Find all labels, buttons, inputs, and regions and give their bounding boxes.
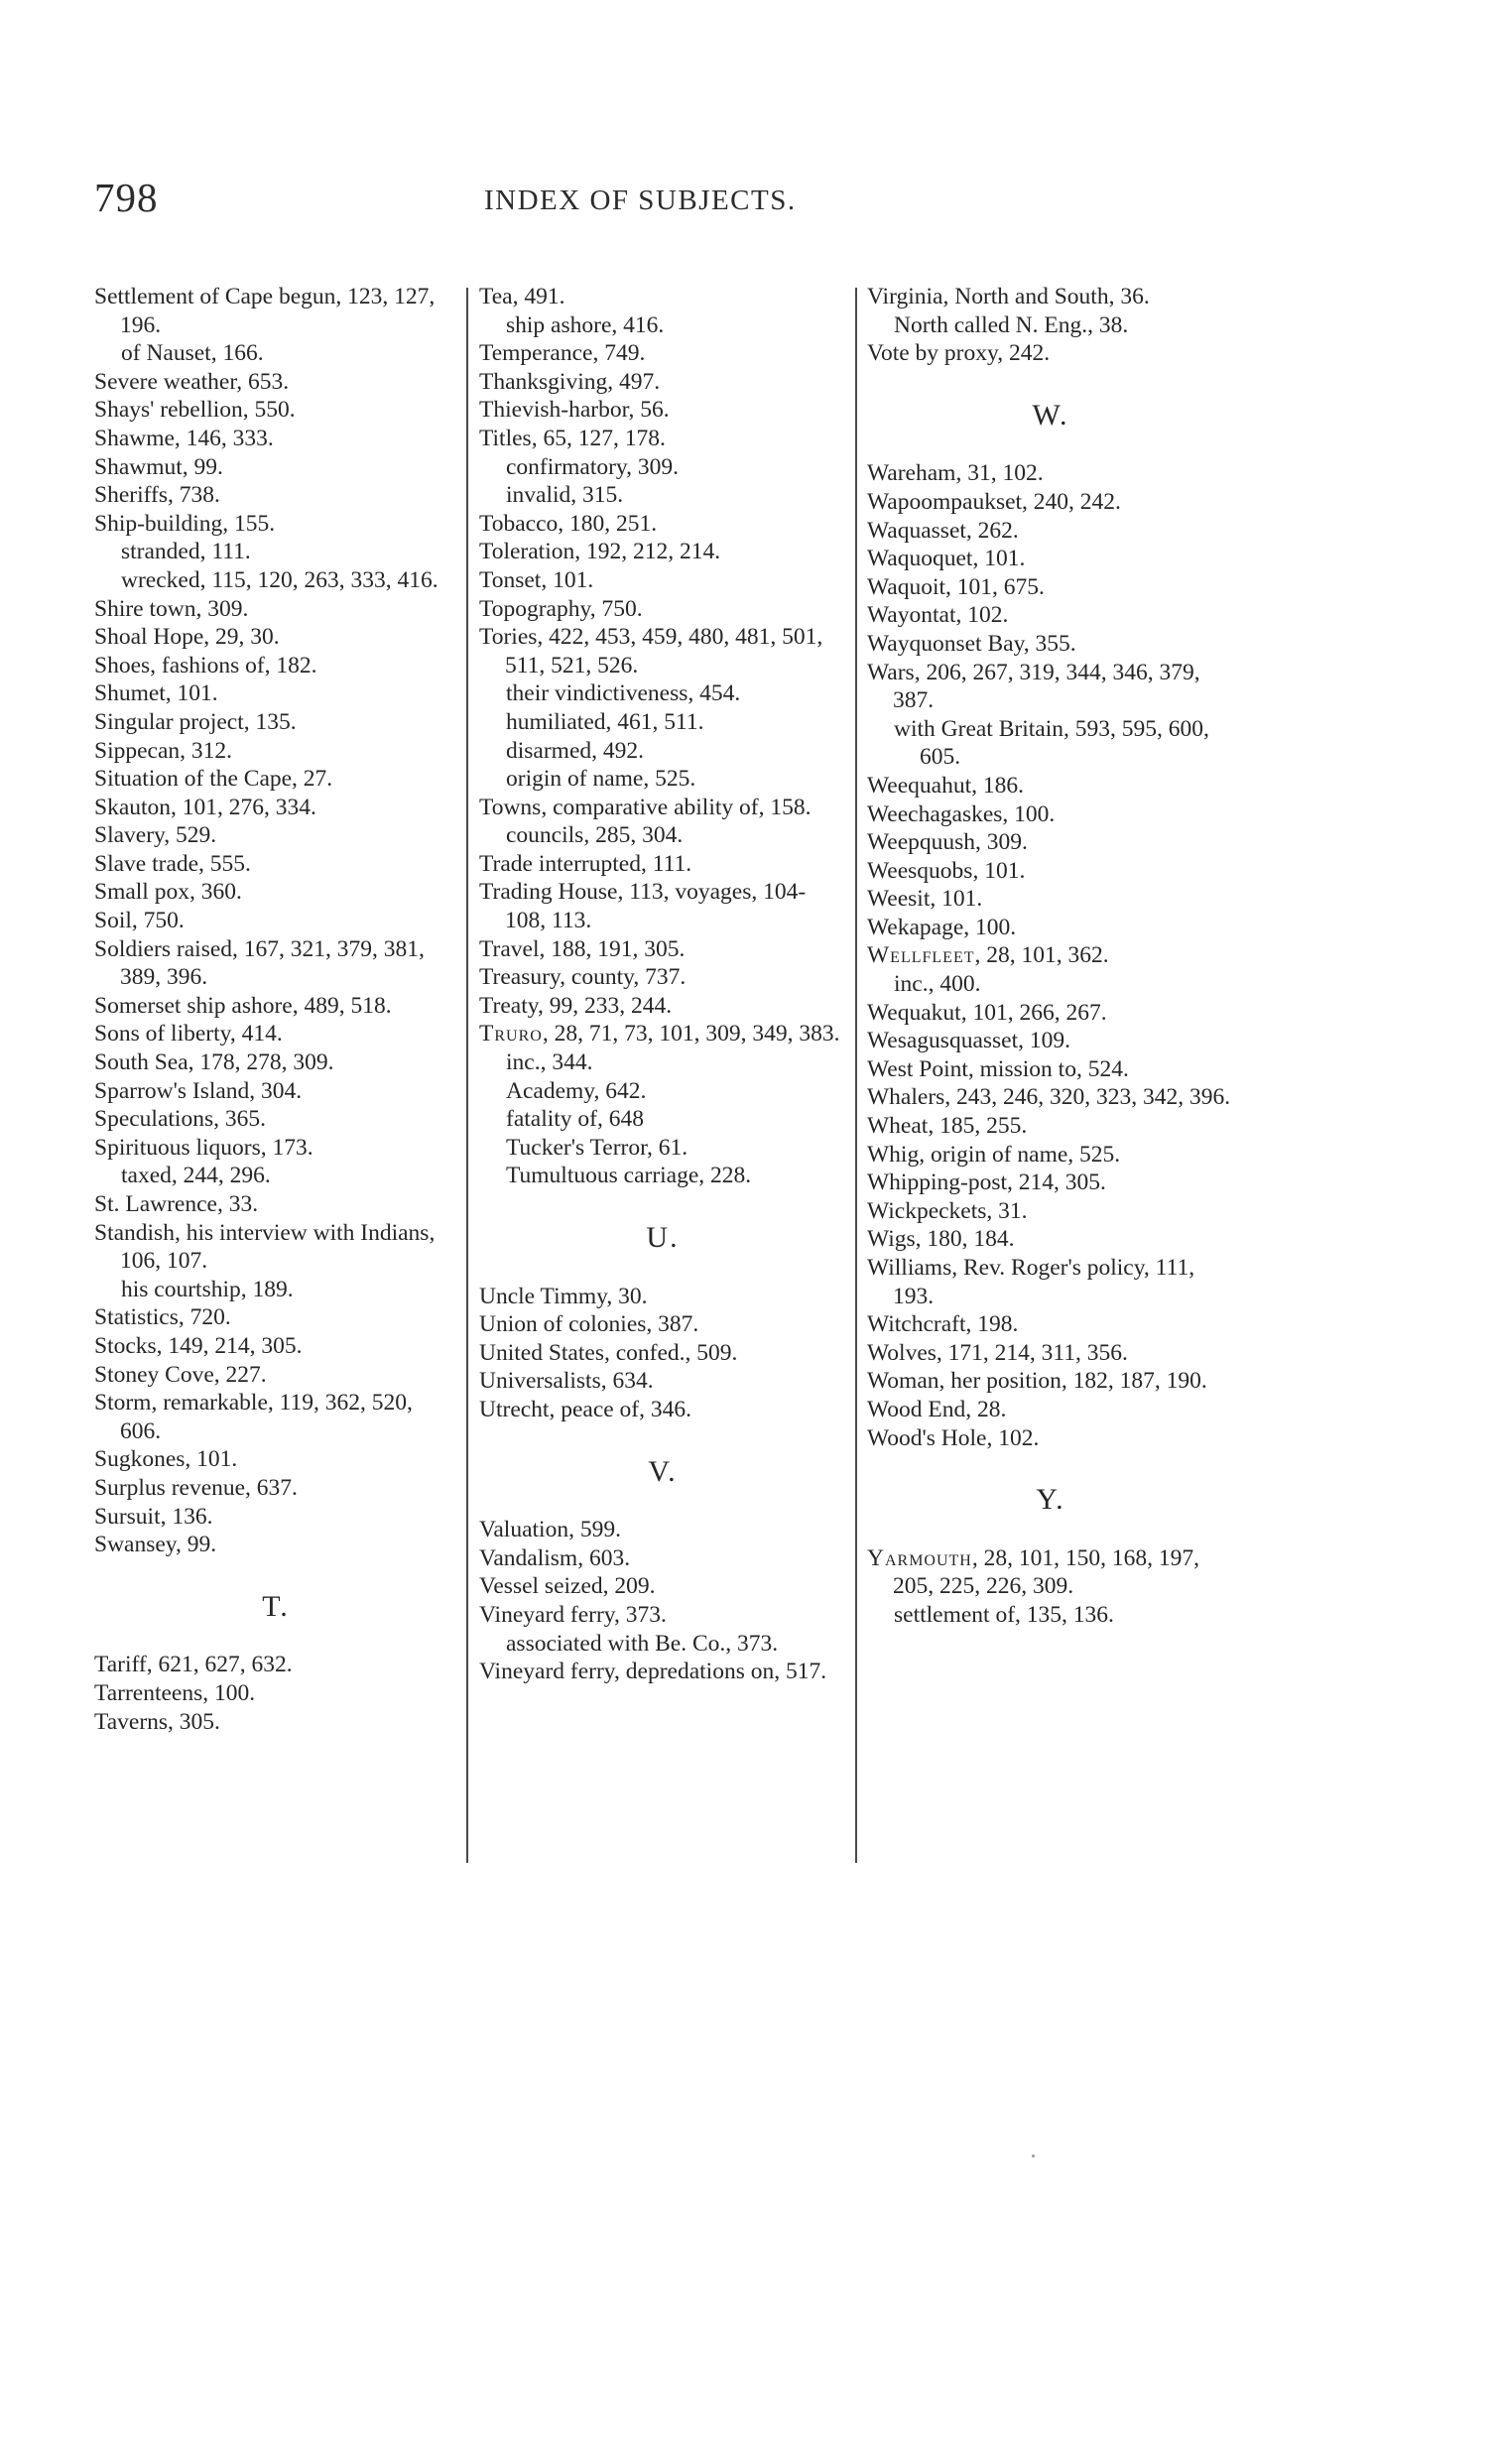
index-entry: Weesit, 101. <box>867 886 983 913</box>
index-entry: Wigs, 180, 184. <box>867 1226 1015 1253</box>
index-entry: Toleration, 192, 212, 214. <box>479 539 721 565</box>
index-entry: Sippecan, 312. <box>94 737 233 764</box>
index-entry: Virginia, North and South, 36. <box>867 284 1150 309</box>
index-subentry: of Nauset, 166. <box>121 340 264 367</box>
index-entry: Speculations, 365. <box>94 1106 266 1133</box>
index-entry: West Point, mission to, 524. <box>867 1055 1129 1082</box>
index-entry: Thievish-harbor, 56. <box>479 397 670 424</box>
index-entry: Taverns, 305. <box>94 1708 220 1735</box>
index-entry: Whig, origin of name, 525. <box>867 1141 1121 1168</box>
index-subentry: councils, 285, 304. <box>506 822 684 849</box>
index-entry: Wellfleet, 28, 101, 362. <box>867 942 1109 969</box>
index-entry: Weesquobs, 101. <box>867 857 1026 884</box>
index-entry: Wood's Hole, 102. <box>867 1424 1040 1451</box>
column-divider <box>855 288 857 1863</box>
index-subentry: Tumultuous carriage, 228. <box>506 1163 752 1189</box>
index-entry: Tonset, 101. <box>479 566 594 593</box>
index-entry: Skauton, 101, 276, 334. <box>94 794 316 820</box>
index-entry: Shoes, fashions of, 182. <box>94 652 317 678</box>
section-letter: U. <box>646 1221 680 1254</box>
index-entry: Spirituous liquors, 173. <box>94 1134 313 1161</box>
index-entry: Sursuit, 136. <box>94 1503 213 1530</box>
index-entry: St. Lawrence, 33. <box>94 1191 259 1217</box>
index-entry: Titles, 65, 127, 178. <box>479 425 666 451</box>
index-entry: Sugkones, 101. <box>94 1446 238 1473</box>
index-entry: Tarrenteens, 100. <box>94 1679 256 1706</box>
index-subentry: inc., 400. <box>894 971 981 998</box>
index-entry: Vineyard ferry, depredations on, 517. <box>479 1659 827 1685</box>
index-entry: Shumet, 101. <box>94 680 218 707</box>
index-entry: Statistics, 720. <box>94 1304 231 1331</box>
index-entry: Universalists, 634. <box>479 1368 654 1395</box>
index-subentry: North called N. Eng., 38. <box>894 311 1129 338</box>
index-entry: Wayquonset Bay, 355. <box>867 630 1076 657</box>
index-entry: Sheriffs, 738. <box>94 482 220 509</box>
index-entry: Wesagusquasset, 109. <box>867 1028 1071 1054</box>
index-entry: Wequakut, 101, 266, 267. <box>867 999 1107 1026</box>
index-entry: Standish, his interview with Indians, 106, 107. <box>94 1219 436 1275</box>
section-letter: V. <box>648 1454 678 1488</box>
index-entry: Small pox, 360. <box>94 879 242 906</box>
index-entry: Vandalism, 603. <box>479 1544 631 1571</box>
index-entry: Wapoompaukset, 240, 242. <box>867 488 1121 515</box>
index-entry: Union of colonies, 387. <box>479 1311 699 1338</box>
index-column-3 <box>867 283 1234 1630</box>
index-entry: Waquoit, 101, 675. <box>867 573 1045 600</box>
index-entry: Wareham, 31, 102. <box>867 460 1044 487</box>
index-entry: Vessel seized, 209. <box>479 1573 656 1600</box>
index-entry: Trade interrupted, 111. <box>479 850 692 877</box>
section-letter: W. <box>1032 398 1069 431</box>
index-subentry: stranded, 111. <box>121 539 251 565</box>
index-entry: Whalers, 243, 246, 320, 323, 342, 396. <box>867 1084 1231 1111</box>
index-entry: Temperance, 749. <box>479 340 646 367</box>
index-subentry: their vindictiveness, 454. <box>506 680 741 707</box>
index-entry: Treaty, 99, 233, 244. <box>479 992 673 1019</box>
index-subentry: disarmed, 492. <box>506 737 645 764</box>
column-divider <box>466 288 468 1863</box>
section-letter: Y. <box>1036 1483 1065 1517</box>
index-entry: Weequahut, 186. <box>867 772 1024 799</box>
index-subentry: Tucker's Terror, 61. <box>506 1134 688 1161</box>
index-subentry: his courtship, 189. <box>121 1276 294 1302</box>
section-letter: T. <box>262 1589 290 1623</box>
index-entry: Valuation, 599. <box>479 1517 621 1543</box>
index-entry: Woman, her position, 182, 187, 190. <box>867 1368 1207 1395</box>
index-entry: Treasury, county, 737. <box>479 964 687 991</box>
index-entry: Singular project, 135. <box>94 708 297 735</box>
index-entry: Tobacco, 180, 251. <box>479 510 658 537</box>
index-entry: Somerset ship ashore, 489, 518. <box>94 992 392 1019</box>
index-entry: Shire town, 309. <box>94 595 249 622</box>
index-subentry: ship ashore, 416. <box>506 311 665 338</box>
running-title: INDEX OF SUBJECTS. <box>484 185 797 216</box>
index-entry: Situation of the Cape, 27. <box>94 766 333 793</box>
index-subentry: taxed, 244, 296. <box>121 1163 271 1189</box>
index-entry: Stoney Cove, 227. <box>94 1361 267 1388</box>
index-entry: Yarmouth, 28, 101, 150, 168, 197, 205, 225, 226, 309. <box>867 1544 1199 1600</box>
index-entry: Sons of liberty, 414. <box>94 1021 283 1047</box>
index-entry: Storm, remarkable, 119, 362, 520, 606. <box>94 1390 413 1444</box>
index-subentry: humiliated, 461, 511. <box>506 708 704 735</box>
index-column-1 <box>94 283 457 1736</box>
index-entry: Swansey, 99. <box>94 1532 217 1558</box>
index-entry: Topography, 750. <box>479 595 643 622</box>
index-entry: Shawme, 146, 333. <box>94 425 274 451</box>
index-subentry: inc., 344. <box>506 1049 593 1076</box>
index-entry: Severe weather, 653. <box>94 368 290 395</box>
index-entry: Wekapage, 100. <box>867 914 1017 940</box>
index-entry: Tea, 491. <box>479 284 565 309</box>
index-entry: Shays' rebellion, 550. <box>94 397 296 424</box>
index-entry: Towns, comparative ability of, 158. <box>479 794 812 820</box>
index-entry: Wayontat, 102. <box>867 602 1009 629</box>
index-entry: Witchcraft, 198. <box>867 1311 1019 1338</box>
index-entry: Waquasset, 262. <box>867 517 1019 544</box>
index-subentry: Academy, 642. <box>506 1077 647 1104</box>
index-entry: Ship-building, 155. <box>94 510 276 537</box>
index-entry: Utrecht, peace of, 346. <box>479 1396 692 1422</box>
index-entry: Travel, 188, 191, 305. <box>479 935 686 962</box>
index-entry: Uncle Timmy, 30. <box>479 1283 648 1309</box>
index-entry: Trading House, 113, voyages, 104-108, 113. <box>479 879 807 934</box>
index-entry: Vineyard ferry, 373. <box>479 1601 667 1628</box>
index-entry: Wars, 206, 267, 319, 344, 346, 379, 387. <box>867 659 1200 714</box>
index-entry: Shawmut, 99. <box>94 453 223 480</box>
index-entry: United States, confed., 509. <box>479 1339 738 1366</box>
page-number: 798 <box>94 175 159 220</box>
index-entry: Tariff, 621, 627, 632. <box>94 1652 293 1678</box>
index-entry: Settlement of Cape begun, 123, 127, 196. <box>94 284 436 338</box>
index-entry: Soil, 750. <box>94 908 185 934</box>
index-entry: Tories, 422, 453, 459, 480, 481, 501, 511, 521, 526. <box>479 624 823 678</box>
index-entry: Soldiers raised, 167, 321, 379, 381, 389, 396. <box>94 935 425 991</box>
index-entry: Surplus revenue, 637. <box>94 1474 298 1501</box>
index-entry: Williams, Rev. Roger's policy, 111, 193. <box>867 1255 1195 1309</box>
index-entry: Wickpeckets, 31. <box>867 1197 1028 1224</box>
index-subentry: with Great Britain, 593, 595, 600, 605. <box>894 715 1209 771</box>
index-entry: Wood End, 28. <box>867 1396 1007 1422</box>
index-column-2 <box>479 283 846 1686</box>
index-subentry: wrecked, 115, 120, 263, 333, 416. <box>121 566 438 593</box>
index-entry: Truro, 28, 71, 73, 101, 309, 349, 383. <box>479 1021 840 1047</box>
index-entry: Vote by proxy, 242. <box>867 340 1051 367</box>
index-entry: Sparrow's Island, 304. <box>94 1077 303 1104</box>
index-entry: Wheat, 185, 255. <box>867 1113 1028 1140</box>
index-entry: Weepquush, 309. <box>867 829 1028 856</box>
index-subentry: fatality of, 648 <box>506 1106 645 1133</box>
index-subentry: origin of name, 525. <box>506 766 696 793</box>
index-subentry: settlement of, 135, 136. <box>894 1601 1114 1628</box>
index-entry: Slave trade, 555. <box>94 850 251 877</box>
index-entry: Wolves, 171, 214, 311, 356. <box>867 1339 1128 1366</box>
index-subentry: invalid, 315. <box>506 482 624 509</box>
index-entry: Weechagaskes, 100. <box>867 801 1056 827</box>
print-speck <box>1032 2155 1035 2157</box>
index-entry: Slavery, 529. <box>94 822 217 849</box>
index-subentry: confirmatory, 309. <box>506 453 680 480</box>
index-entry: Stocks, 149, 214, 305. <box>94 1332 303 1359</box>
index-entry: Waquoquet, 101. <box>867 546 1026 572</box>
index-entry: Shoal Hope, 29, 30. <box>94 624 280 651</box>
index-subentry: associated with Be. Co., 373. <box>506 1630 779 1657</box>
index-entry: Whipping-post, 214, 305. <box>867 1170 1106 1196</box>
index-entry: South Sea, 178, 278, 309. <box>94 1049 334 1076</box>
index-entry: Thanksgiving, 497. <box>479 368 661 395</box>
